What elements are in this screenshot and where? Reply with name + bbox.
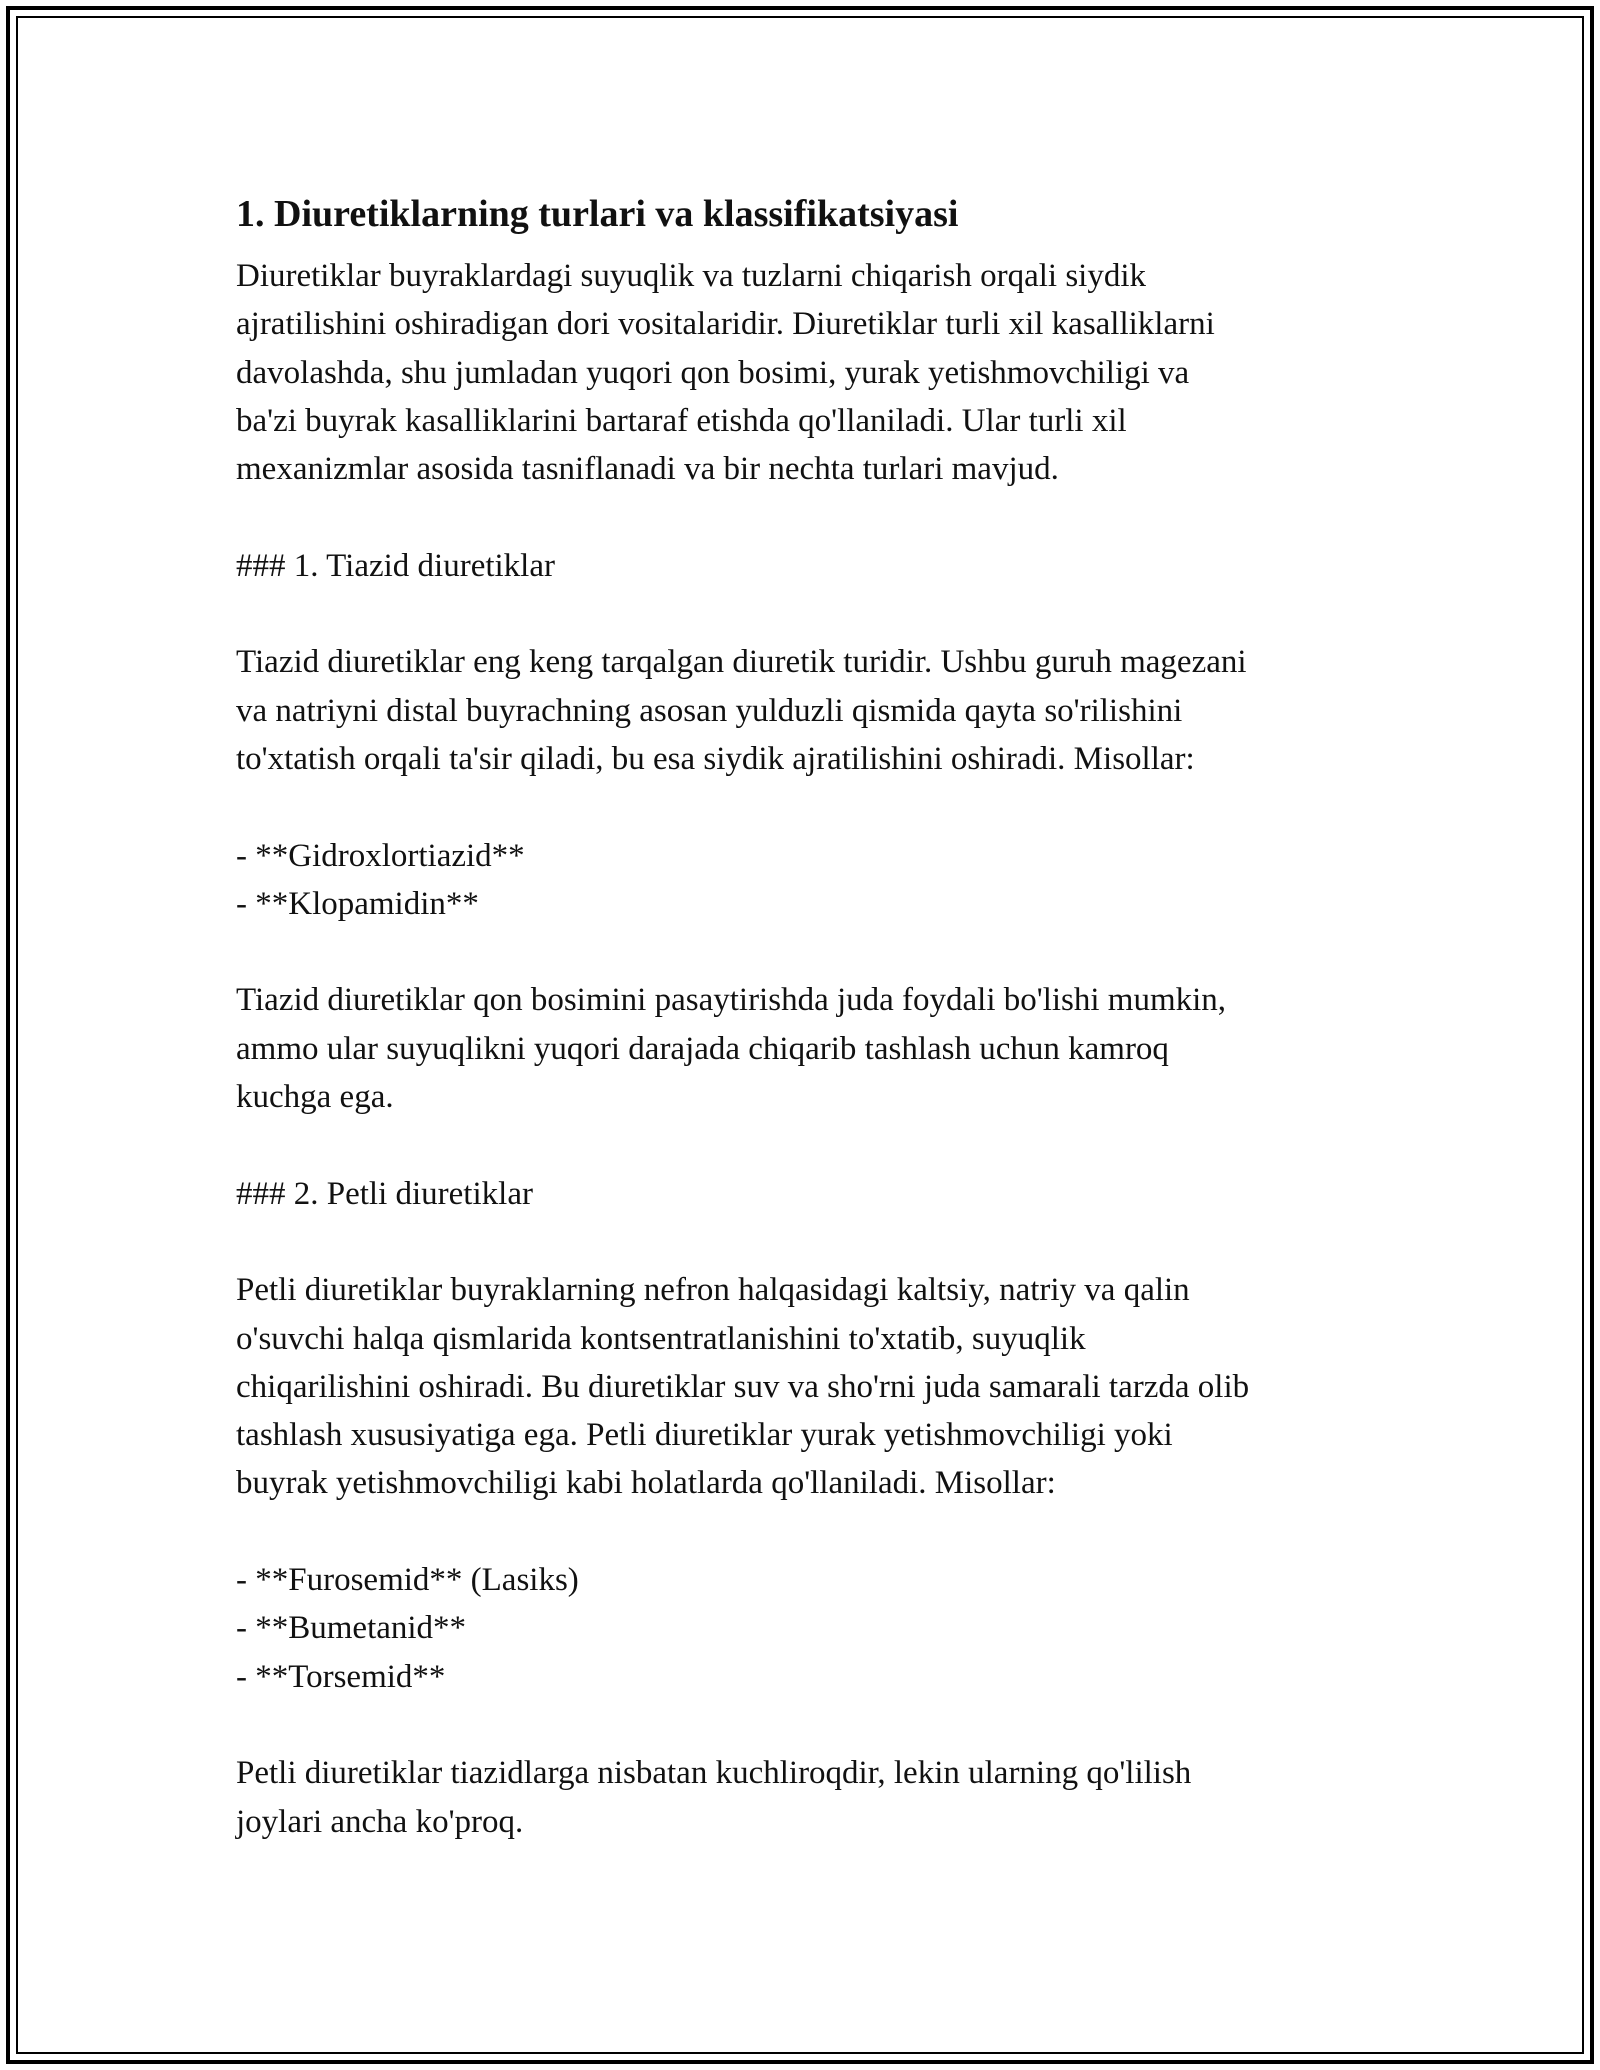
list-item: - **Bumetanid** [236, 1610, 467, 1647]
list-item: - **Torsemid** [236, 1658, 446, 1695]
text-line: o'suvchi halqa qismlarida kontsentratlanishini to'xtatib, suyuqlik [236, 1320, 1086, 1357]
section-heading: ### 1. Tiazid diuretiklar [236, 547, 555, 584]
text-line: chiqarilishini oshiradi. Bu diuretiklar suv va sho'rni juda samarali tarzda olib [236, 1368, 1250, 1405]
list-item: - **Furosemid** (Lasiks) [236, 1562, 579, 1599]
text-line: Tiazid diuretiklar eng keng tarqalgan diuretik turidir. Ushbu guruh magezani [236, 644, 1247, 681]
document-body [236, 182, 1376, 1894]
text-line: Petli diuretiklar buyraklarning nefron halqasidagi kaltsiy, natriy va qalin [236, 1272, 1190, 1309]
section-heading: ### 2. Petli diuretiklar [236, 1175, 533, 1212]
section-description [236, 638, 1376, 783]
examples-list [236, 832, 1376, 929]
text-line: ammo ular suyuqlikni yuqori darajada chiqarib tashlash uchun kamroq [236, 1030, 1169, 1067]
examples-list [236, 1556, 1376, 1701]
list-item: - **Gidroxlortiazid** [236, 837, 525, 874]
text-line: va natriyni distal buyrachning asosan yulduzli qismida qayta so'rilishini [236, 692, 1183, 729]
text-line: joylari ancha ko'proq. [236, 1803, 524, 1840]
list-item: - **Klopamidin** [236, 885, 479, 922]
text-line: mexanizmlar asosida tasniflanadi va bir nechta turlari mavjud. [236, 451, 1059, 488]
text-line: ajratilishini oshiradigan dori vositalaridir. Diuretiklar turli xil kasalliklarni [236, 306, 1215, 343]
text-line: tashlash xususiyatiga ega. Petli diuretiklar yurak yetishmovchiligi yoki [236, 1417, 1173, 1454]
section-description [236, 1266, 1376, 1507]
text-line: kuchga ega. [236, 1079, 394, 1116]
intro-paragraph [236, 252, 1376, 493]
text-line: davolashda, shu jumladan yuqori qon bosimi, yurak yetishmovchiligi va [236, 354, 1190, 391]
text-line: buyrak yetishmovchiligi kabi holatlarda qo'llaniladi. Misollar: [236, 1465, 1056, 1502]
text-line: Petli diuretiklar tiazidlarga nisbatan kuchliroqdir, lekin ularning qo'lilish [236, 1755, 1192, 1792]
document-title: 1. Diuretiklarning turlari va klassifikatsiyasi [236, 193, 959, 235]
section-note [236, 1749, 1376, 1846]
text-line: to'xtatish orqali ta'sir qiladi, bu esa siydik ajratilishini oshiradi. Misollar: [236, 740, 1195, 777]
text-line: Tiazid diuretiklar qon bosimini pasaytirishda juda foydali bo'lishi mumkin, [236, 982, 1227, 1019]
section-note [236, 976, 1376, 1121]
text-line: ba'zi buyrak kasalliklarini bartaraf etishda qo'llaniladi. Ular turli xil [236, 402, 1127, 439]
text-line: Diuretiklar buyraklardagi suyuqlik va tuzlarni chiqarish orqali siydik [236, 258, 1147, 294]
